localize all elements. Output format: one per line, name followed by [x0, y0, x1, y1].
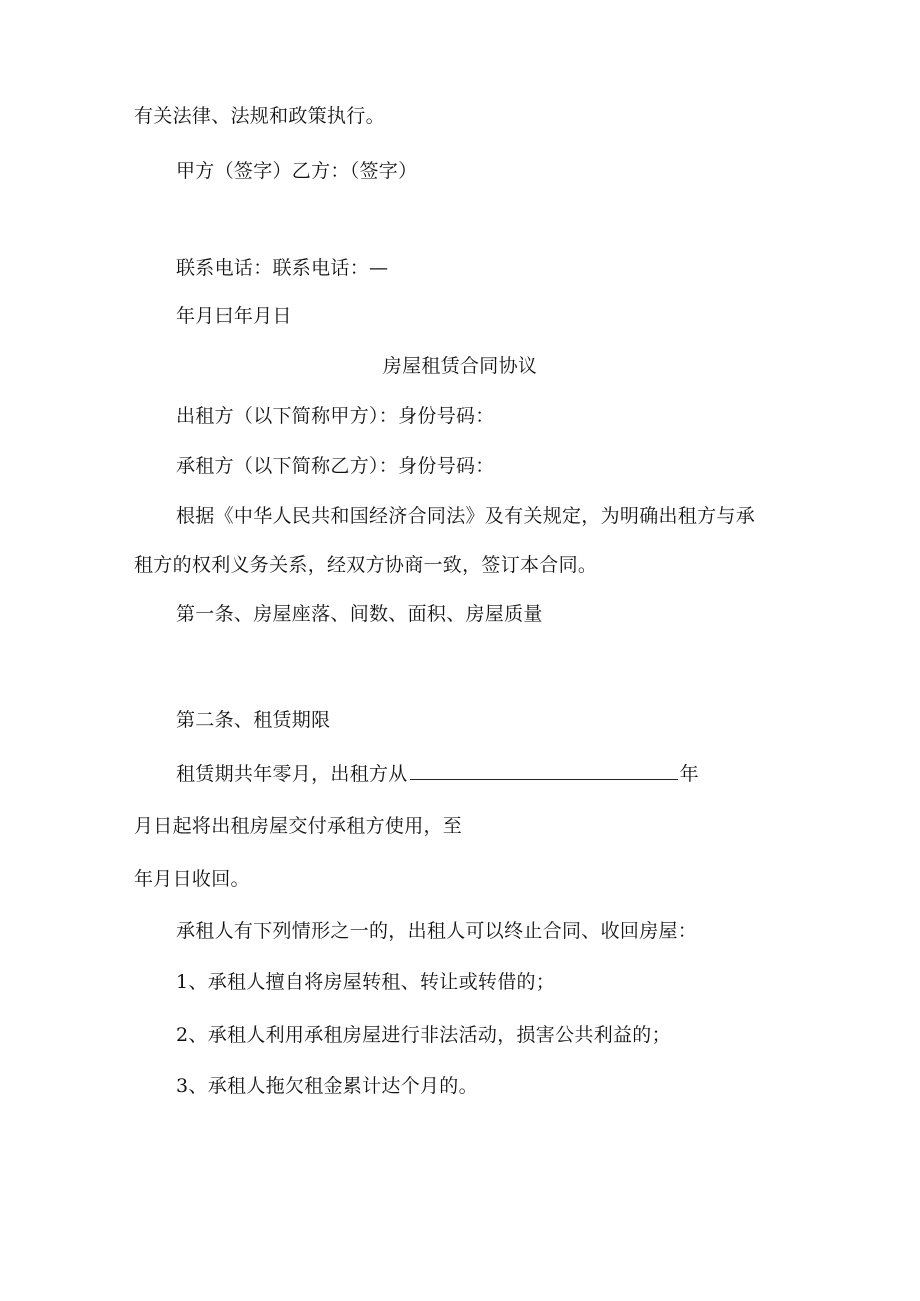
lessor-line: 出租方（以下简称甲方）：身份号码：	[176, 405, 495, 427]
lease-term-text: 租赁期共年零月，出租方从	[176, 763, 408, 785]
termination-item-1: 1、承租人擅自将房屋转租、转让或转借的；	[176, 971, 556, 993]
contact-phone-line: 联系电话：联系电话：—	[176, 257, 389, 279]
preamble-line-1: 根据《中华人民共和国经济合同法》及有关规定，为明确出租方与承	[176, 505, 756, 527]
lease-term-year: 年	[679, 763, 699, 785]
lease-term-line	[176, 761, 699, 786]
date-line: 年月曰年月日	[176, 305, 292, 327]
termination-item-2: 2、承租人利用承租房屋进行非法活动，损害公共利益的；	[176, 1024, 671, 1046]
lease-end-line: 年月日收回。	[134, 868, 250, 890]
termination-item-3: 3、承租人拖欠租金累计达个月的。	[176, 1075, 478, 1097]
lease-start-line: 月日起将出租房屋交付承租方使用，至	[134, 815, 463, 837]
lessee-line: 承租方（以下简称乙方）：身份号码：	[176, 455, 495, 477]
article-2-heading: 第二条、租赁期限	[176, 709, 331, 731]
fill-in-blank	[410, 761, 678, 780]
preamble-line-2: 租方的权利义务关系，经双方协商一致，签订本合同。	[134, 554, 598, 576]
article-1-heading: 第一条、房屋座落、间数、面积、房屋质量	[176, 603, 543, 625]
document-title: 房屋租赁合同协议	[382, 355, 538, 377]
signature-line: 甲方（签字）乙方：（签字）	[176, 160, 418, 182]
paragraph-law-reference: 有关法律、法规和政策执行。	[134, 105, 385, 127]
termination-intro: 承租人有下列情形之一的，出租人可以终止合同、收回房屋：	[176, 920, 698, 942]
